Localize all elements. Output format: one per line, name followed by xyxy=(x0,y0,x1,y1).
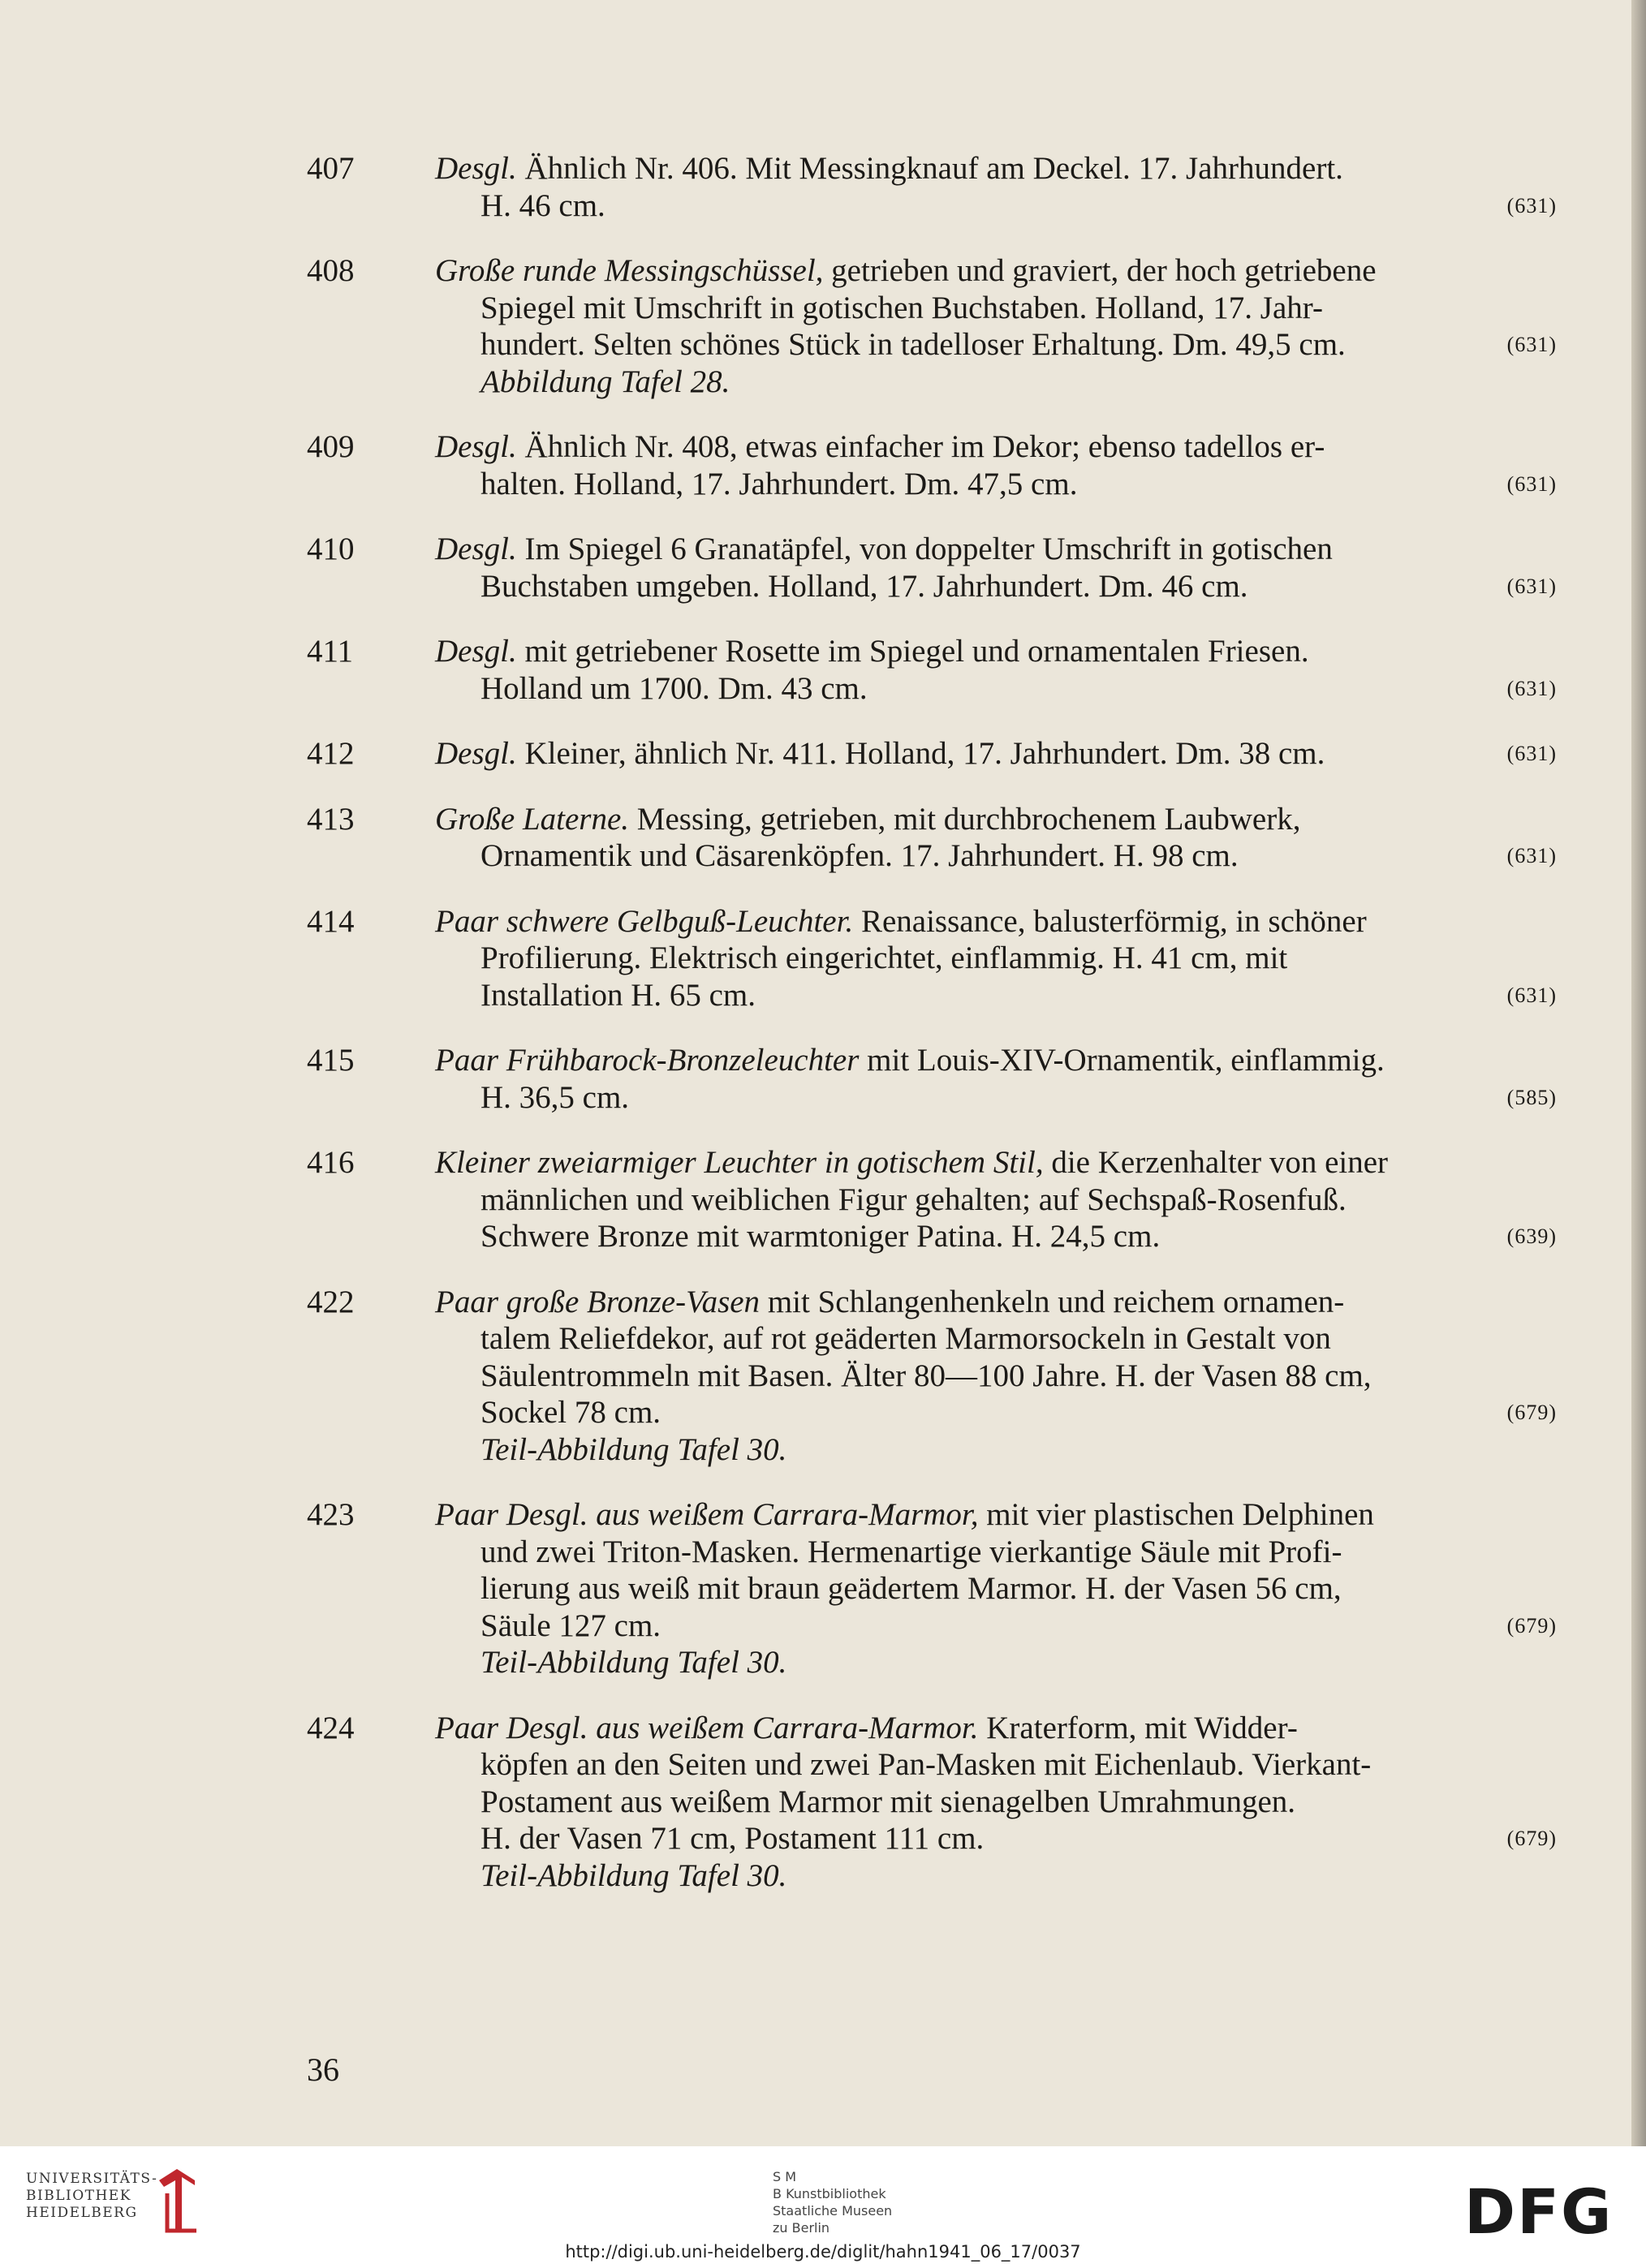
catalog-entries xyxy=(307,150,1557,1922)
entry-number: 409 xyxy=(307,429,355,464)
entry-title: Desgl. xyxy=(435,634,517,669)
entry-text: mit Louis-XIV-Ornamentik, einflammig. xyxy=(859,1043,1385,1078)
entry-title: Kleiner zweiarmiger Leuchter in gotischem Stil, xyxy=(435,1145,1044,1180)
page-number: 36 xyxy=(307,2051,339,2088)
entry-text: lierung aus weiß mit braun geädertem Marmor. H. der Vasen 56 cm, xyxy=(480,1571,1342,1606)
entry-body xyxy=(435,903,1557,1014)
entry-text: getrieben und graviert, der hoch getriebene xyxy=(823,253,1377,288)
entry-line xyxy=(435,1857,1557,1895)
entry-text: Kleiner, ähnlich Nr. 411. Holland, 17. Jahrhundert. Dm. 38 cm. xyxy=(516,736,1325,771)
entry-line xyxy=(435,1746,1557,1784)
entry-text: und zwei Triton-Masken. Hermenartige vierkantige Säule mit Profi- xyxy=(480,1534,1342,1569)
entry-body xyxy=(435,1042,1557,1116)
catalog-entry xyxy=(307,252,1557,400)
reference-number: (639) xyxy=(1506,1224,1557,1248)
catalog-entry xyxy=(307,1144,1557,1255)
entry-line xyxy=(435,735,1557,772)
entry-title: Paar Desgl. aus weißem Carrara-Marmor. xyxy=(435,1710,979,1745)
entry-line xyxy=(435,1710,1557,1747)
entry-line xyxy=(435,364,1557,401)
plate-reference: Teil-Abbildung Tafel 30. xyxy=(480,1645,787,1680)
reference-number: (679) xyxy=(1506,1401,1557,1424)
entry-title: Paar Desgl. aus weißem Carrara-Marmor, xyxy=(435,1497,979,1532)
entry-body xyxy=(435,735,1557,772)
entry-text: Postament aus weißem Marmor mit sienagelben Umrahmungen. xyxy=(480,1784,1296,1819)
reference-number: (679) xyxy=(1506,1613,1557,1638)
entry-body xyxy=(435,633,1557,707)
entry-line xyxy=(435,1607,1557,1645)
entry-text: Renaissance, balusterförmig, in schöner xyxy=(853,903,1367,939)
entry-text: mit vier plastischen Delphinen xyxy=(978,1497,1374,1532)
entry-line xyxy=(435,903,1557,940)
entry-line xyxy=(435,1820,1557,1857)
catalog-entry xyxy=(307,150,1557,224)
entry-number: 412 xyxy=(307,736,355,771)
dfg-logo[interactable]: DFG xyxy=(1464,2175,1614,2248)
plate-reference: Teil-Abbildung Tafel 30. xyxy=(480,1857,787,1893)
plate-reference: Abbildung Tafel 28. xyxy=(480,364,730,399)
entry-body xyxy=(435,1144,1557,1255)
entry-title: Große Laterne. xyxy=(435,801,630,837)
permalink-url[interactable]: http://digi.ub.uni-heidelberg.de/diglit/hahn1941_06_17/0037 xyxy=(565,2242,1081,2262)
entry-body xyxy=(435,428,1557,502)
entry-line xyxy=(435,1079,1557,1117)
entry-line xyxy=(435,1570,1557,1607)
entry-text: hundert. Selten schönes Stück in tadelloser Erhaltung. Dm. 49,5 cm. xyxy=(480,327,1346,362)
entry-line xyxy=(435,252,1557,290)
entry-title: Paar große Bronze-Vasen xyxy=(435,1284,761,1319)
entry-line xyxy=(435,1358,1557,1395)
entry-number: 413 xyxy=(307,801,355,837)
stamp-line: zu Berlin xyxy=(773,2220,830,2236)
entry-line xyxy=(435,801,1557,838)
entry-number: 424 xyxy=(307,1710,355,1745)
entry-number: 410 xyxy=(307,531,355,566)
entry-text: Säule 127 cm. xyxy=(480,1607,661,1643)
entry-text: Sockel 78 cm. xyxy=(480,1395,661,1430)
entry-text: Schwere Bronze mit warmtoniger Patina. H. 24,5 cm. xyxy=(480,1219,1161,1254)
entry-title: Desgl. xyxy=(435,151,517,186)
entry-line xyxy=(435,1431,1557,1469)
entry-text: Im Spiegel 6 Granatäpfel, von doppelter Umschrift in gotischen xyxy=(516,531,1333,566)
entry-text: H. der Vasen 71 cm, Postament 111 cm. xyxy=(480,1821,985,1856)
catalog-entry xyxy=(307,903,1557,1014)
reference-number: (631) xyxy=(1506,471,1557,496)
entry-line xyxy=(435,150,1557,187)
entry-line xyxy=(435,940,1557,977)
reference-number: (679) xyxy=(1506,1827,1557,1850)
entry-text: Installation H. 65 cm. xyxy=(480,977,756,1013)
entry-text: mit Schlangenhenkeln und reichem ornamen- xyxy=(760,1284,1345,1319)
stamp-line: Staatliche Museen xyxy=(773,2203,893,2219)
entry-line xyxy=(435,977,1557,1014)
entry-body xyxy=(435,252,1557,400)
entry-text: H. 36,5 cm. xyxy=(480,1079,630,1115)
catalog-entry xyxy=(307,633,1557,707)
entry-text: Messing, getrieben, mit durchbrochenem Laubwerk, xyxy=(629,801,1301,837)
entry-text: talem Reliefdekor, auf rot geäderten Marmorsockeln in Gestalt von xyxy=(480,1321,1331,1356)
reference-number: (631) xyxy=(1506,983,1557,1007)
entry-text: männlichen und weiblichen Figur gehalten; auf Sechspaß-Rosenfuß. xyxy=(480,1181,1347,1217)
entry-title: Desgl. xyxy=(435,429,517,464)
entry-line xyxy=(435,1144,1557,1181)
reference-number: (631) xyxy=(1506,574,1557,598)
catalog-entry xyxy=(307,735,1557,772)
entry-number: 408 xyxy=(307,253,355,288)
entry-line xyxy=(435,670,1557,708)
entry-number: 415 xyxy=(307,1043,355,1078)
museum-stamp xyxy=(773,2168,967,2236)
entry-body xyxy=(435,1710,1557,1895)
entry-text: Kraterform, mit Widder- xyxy=(978,1710,1298,1745)
entry-title: Große runde Messingschüssel, xyxy=(435,253,824,288)
entry-line xyxy=(435,837,1557,875)
entry-line xyxy=(435,1784,1557,1821)
catalog-entry xyxy=(307,1042,1557,1116)
catalog-entry xyxy=(307,1284,1557,1469)
entry-line xyxy=(435,1320,1557,1358)
entry-body xyxy=(435,1284,1557,1469)
reference-number: (631) xyxy=(1506,676,1557,700)
catalog-entry xyxy=(307,801,1557,875)
entry-number: 414 xyxy=(307,903,355,939)
entry-body xyxy=(435,1496,1557,1681)
entry-title: Desgl. xyxy=(435,531,517,566)
entry-text: mit getriebener Rosette im Spiegel und ornamentalen Friesen. xyxy=(516,634,1309,669)
entry-text: Spiegel mit Umschrift in gotischen Buchstaben. Holland, 17. Jahr- xyxy=(480,290,1323,325)
catalog-entry xyxy=(307,1496,1557,1681)
entry-line xyxy=(435,326,1557,364)
entry-body xyxy=(435,801,1557,875)
entry-text: Ähnlich Nr. 406. Mit Messingknauf am Deckel. 17. Jahrhundert. xyxy=(516,151,1343,186)
uni-line: BIBLIOTHEK xyxy=(26,2188,131,2204)
catalog-entry xyxy=(307,531,1557,605)
entry-text: Ähnlich Nr. 408, etwas einfacher im Dekor; ebenso tadellos er- xyxy=(516,429,1325,464)
catalog-entry xyxy=(307,1710,1557,1895)
entry-line xyxy=(435,1042,1557,1079)
entry-title: Desgl. xyxy=(435,736,517,771)
reference-number: (631) xyxy=(1506,333,1557,356)
entry-text: Profilierung. Elektrisch eingerichtet, einflammig. H. 41 cm, mit xyxy=(480,940,1288,975)
entry-text: die Kerzenhalter von einer xyxy=(1043,1145,1389,1180)
entry-text: köpfen an den Seiten und zwei Pan-Masken mit Eichenlaub. Vierkant- xyxy=(480,1747,1372,1782)
entry-line xyxy=(435,1181,1557,1219)
entry-line xyxy=(435,531,1557,568)
entry-line xyxy=(435,1284,1557,1321)
entry-line xyxy=(435,568,1557,605)
entry-line xyxy=(435,1218,1557,1255)
viewer-footer xyxy=(0,2146,1646,2268)
entry-line xyxy=(435,1644,1557,1681)
entry-line xyxy=(435,1496,1557,1534)
entry-number: 411 xyxy=(307,634,354,669)
entry-number: 407 xyxy=(307,151,355,186)
entry-text: H. 46 cm. xyxy=(480,187,605,223)
entry-line xyxy=(435,1394,1557,1431)
entry-line xyxy=(435,633,1557,670)
plate-reference: Teil-Abbildung Tafel 30. xyxy=(480,1431,787,1467)
reference-number: (631) xyxy=(1506,193,1557,217)
library-mark-icon xyxy=(153,2164,201,2237)
entry-text: Säulentrommeln mit Basen. Älter 80—100 Jahre. H. der Vasen 88 cm, xyxy=(480,1358,1372,1393)
entry-number: 423 xyxy=(307,1497,355,1532)
entry-line xyxy=(435,1534,1557,1571)
stamp-line: B Kunstbibliothek xyxy=(773,2186,886,2201)
reference-number: (631) xyxy=(1506,844,1557,867)
reference-number: (631) xyxy=(1506,742,1557,765)
uni-line: HEIDELBERG xyxy=(26,2205,138,2221)
entry-body xyxy=(435,531,1557,605)
entry-line xyxy=(435,187,1557,225)
entry-title: Paar Frühbarock-Bronzeleuchter xyxy=(435,1043,860,1078)
entry-number: 422 xyxy=(307,1284,355,1319)
reference-number: (585) xyxy=(1506,1085,1557,1109)
entry-text: Ornamentik und Cäsarenköpfen. 17. Jahrhundert. H. 98 cm. xyxy=(480,838,1239,873)
entry-number: 416 xyxy=(307,1145,355,1180)
page-edge xyxy=(1631,0,1646,2146)
entry-text: halten. Holland, 17. Jahrhundert. Dm. 47,5 cm. xyxy=(480,466,1078,501)
entry-body xyxy=(435,150,1557,224)
catalog-entry xyxy=(307,428,1557,502)
uni-line: UNIVERSITÄTS- xyxy=(26,2171,158,2187)
stamp-line: S M xyxy=(773,2169,797,2184)
entry-text: Holland um 1700. Dm. 43 cm. xyxy=(480,670,868,706)
entry-text: Buchstaben umgeben. Holland, 17. Jahrhundert. Dm. 46 cm. xyxy=(480,568,1248,604)
entry-line xyxy=(435,466,1557,503)
entry-line xyxy=(435,290,1557,327)
entry-line xyxy=(435,428,1557,466)
entry-title: Paar schwere Gelbguß-Leuchter. xyxy=(435,903,854,939)
